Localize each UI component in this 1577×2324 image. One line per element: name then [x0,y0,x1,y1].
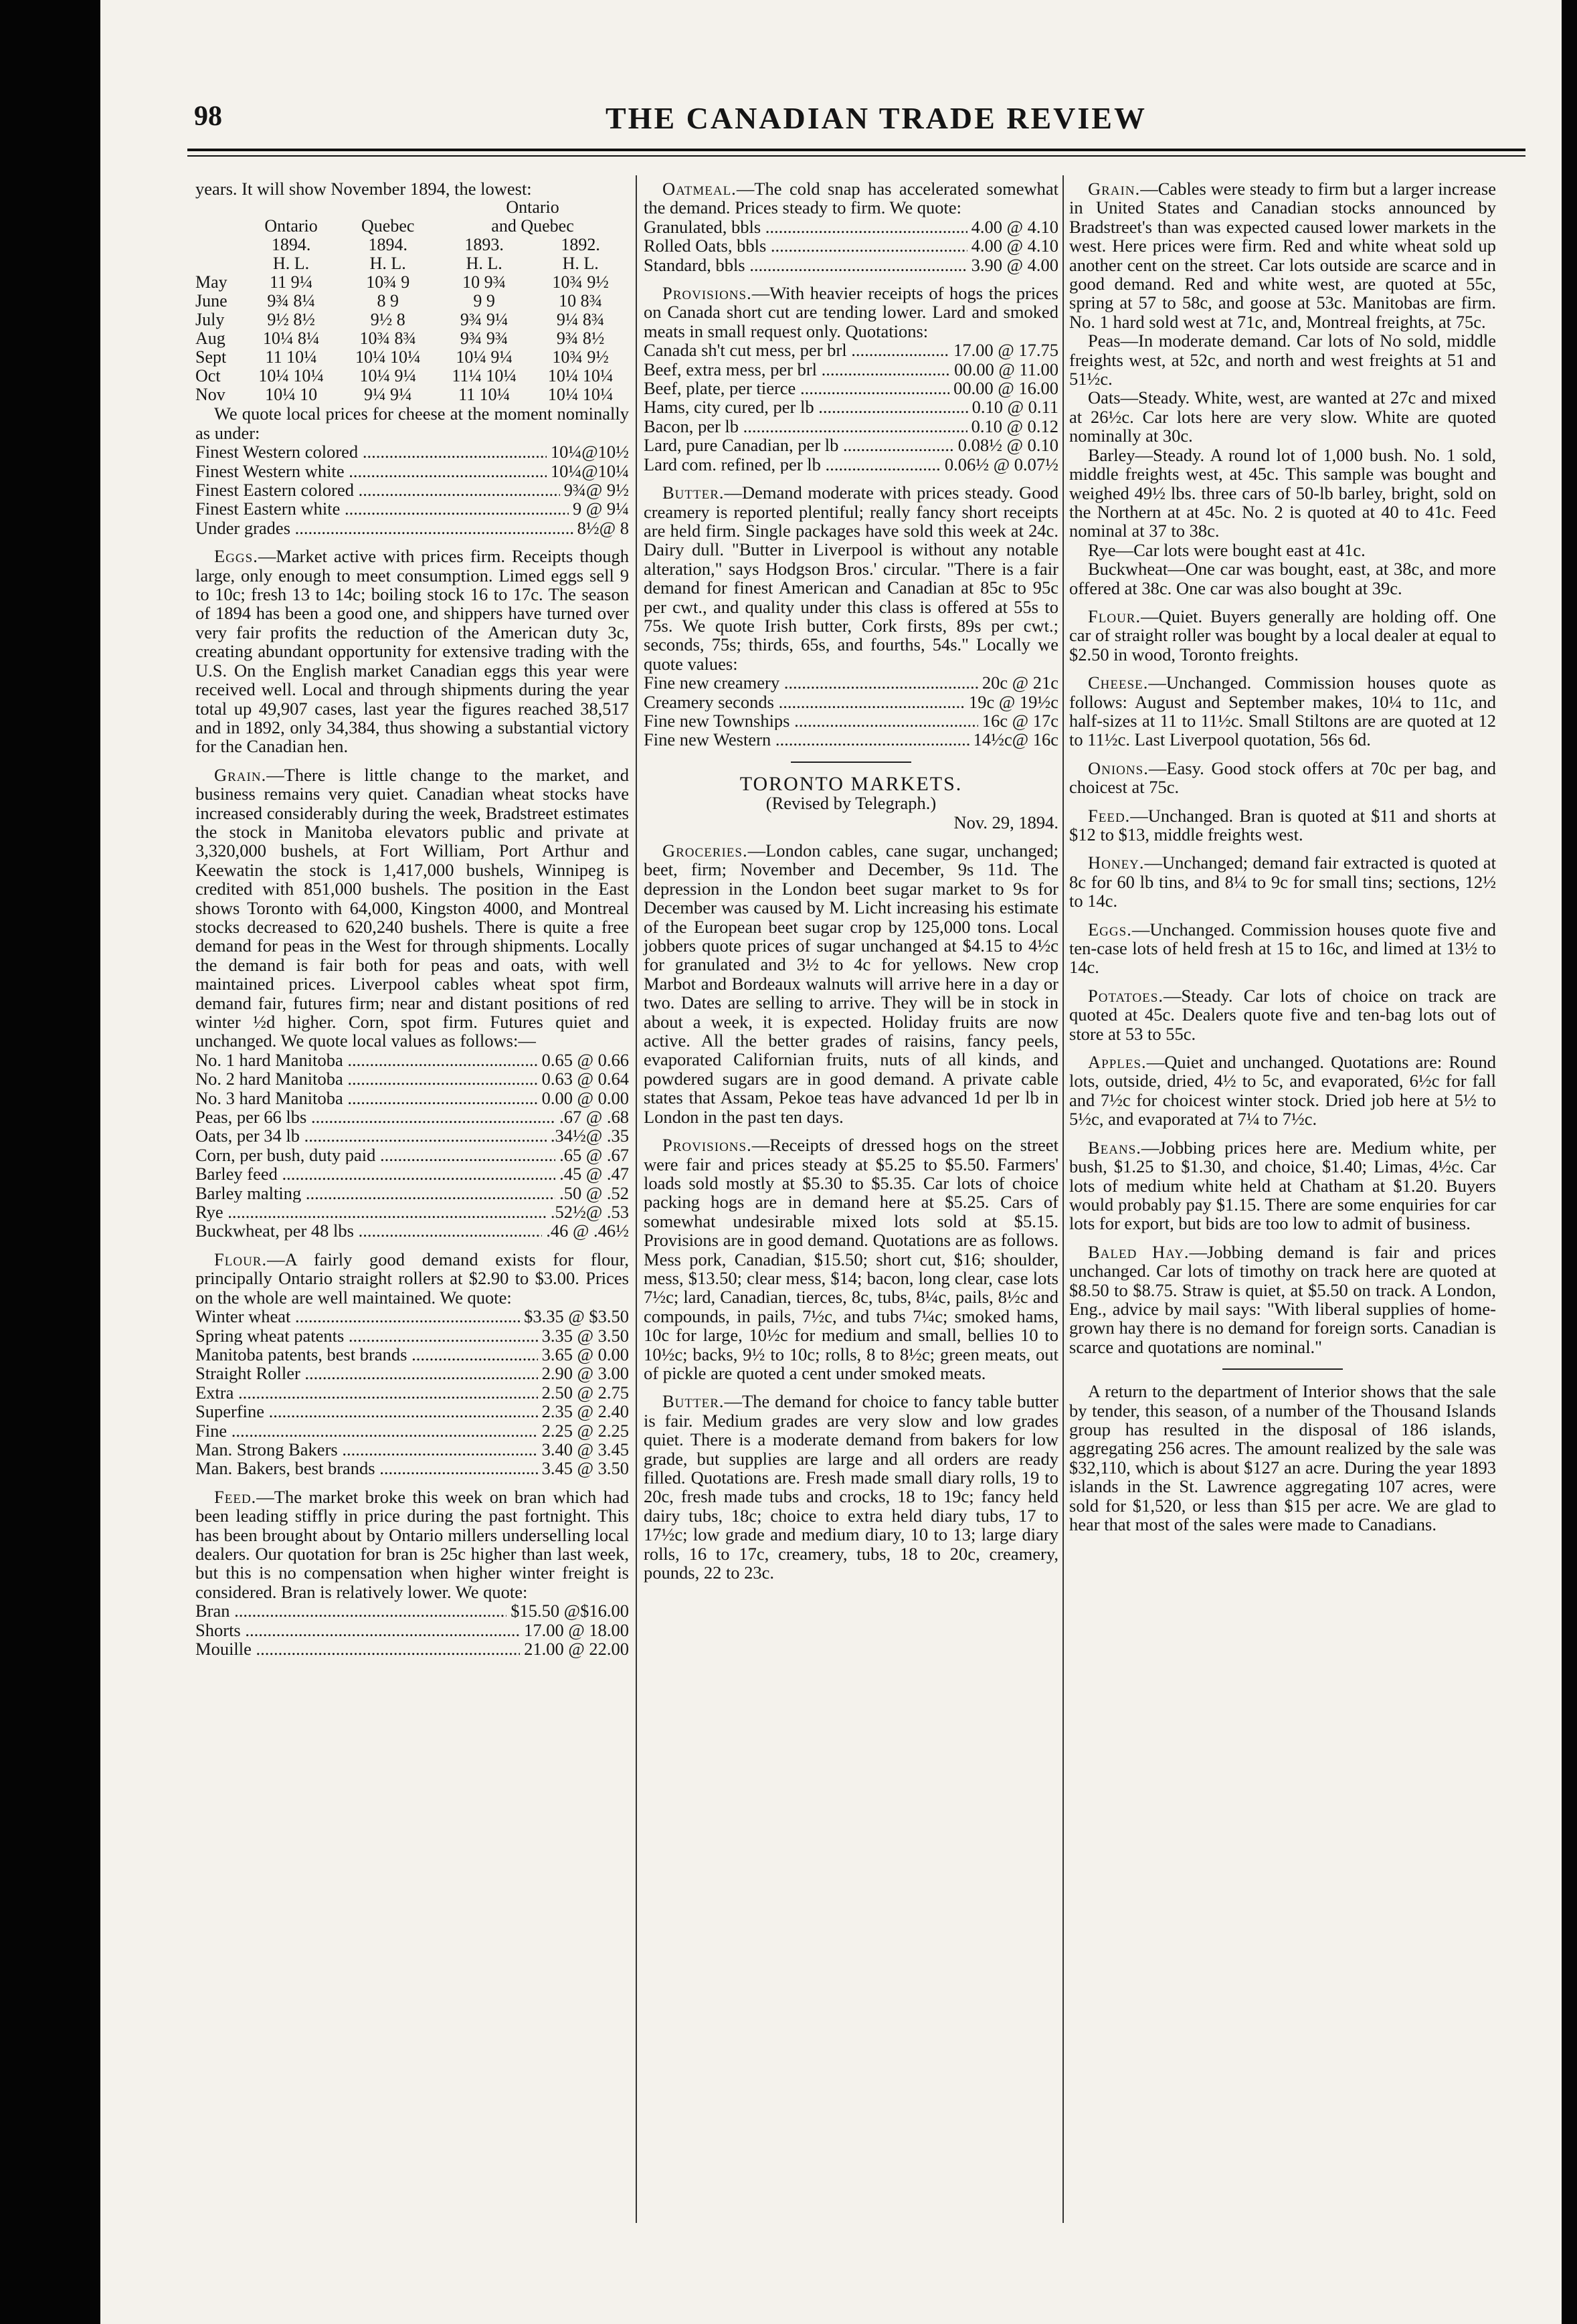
price-row: Rye ..... .52½@ .53 [195,1202,629,1221]
section-head: Eggs. [214,546,258,567]
section-cheese: Cheese.—Unchanged. Commission houses quote as follows: August and September makes, 10¼ to 11c, and half-sizes at 11 to 11½c. Small Stiltons are are quoted at 12 to 11½c. Last Liverpool quotation, 56s 6d. [1069,673,1496,750]
paragraph: years. It will show November 1894, the lowest: [195,179,532,199]
table-group-head: Ontario [506,197,559,217]
section-potatoes: Potatoes.—Steady. Car lots of choice on track are quoted at 45c. Dealers quote five and ten-bag lots out of store at 53 to 55c. [1069,985,1496,1044]
price-row: Spring wheat patents ..... 3.35 @ 3.50 [195,1326,629,1345]
price-row: Fine new creamery ..... 20c @ 21c [644,673,1058,692]
section-head: Groceries. [662,840,748,861]
price-list [195,1051,629,1241]
price-row: Lard, pure Canadian, per lb ..... 0.08½ @ 0.10 [644,436,1058,454]
section-head: Feed. [1088,805,1131,826]
price-row: No. 1 hard Manitoba ..... 0.65 @ 0.66 [195,1051,629,1069]
price-row: Fine new Townships ..... 16c @ 17c [644,711,1058,730]
section-head: Baled Hay. [1088,1241,1190,1262]
section-beans: Beans.—Jobbing prices here are. Medium white, per bush, $1.25 to $1.30, and choice, $1.40; Limas, 4½c. Car lots of medium white held at Chatham at $1.20. Buyers would probably pay $1.15. There are some enquiries for car lots for export, but bids are too low to admit of business. [1069,1137,1496,1234]
section-head: Feed. [214,1486,257,1507]
toronto-markets-subtitle: (Revised by Telegraph.) [765,793,937,814]
column-2 [644,179,1058,1582]
toronto-markets-date: Nov. 29, 1894. [953,812,1058,832]
section-divider [791,762,911,763]
header-rule-thin [187,155,1525,157]
price-row: Standard, bbls ..... 3.90 @ 4.00 [644,256,1058,274]
price-row: Lard com. refined, per lb ..... 0.06½ @ 0.07½ [644,455,1058,474]
section-divider [1222,1368,1343,1370]
section-head: Grain. [1088,179,1141,199]
section-grain: Grain.—Cables were steady to firm but a larger increase in United States and Canadian stocks announced by Bradstreet's than was expected caused lower markets in the west. Here prices were firm. Red and white wheat sold up another cent on the street. Car lots outside are scarce and in good demand. Red and white west, are quoted at 55c, spring at 57 to 58c, and goose at 53c. Manitobas are firm. No. 1 hard sold west at 71c, and, Montreal freights, at 75c. [1069,179,1496,332]
price-row: Straight Roller ..... 2.90 @ 3.00 [195,1364,629,1382]
section-head: Provisions. [662,1135,752,1156]
section-provisions: Provisions.—With heavier receipts of hogs the prices on Canada short cut are tending lower. Lard and smoked meats in small request only. Quotations: [644,283,1058,341]
paragraph: Barley—Steady. A round lot of 1,000 bush. No. 1 sold, middle freights west, at 45c. This sample was bought and weighed 49½ lbs. three cars of 50-lb barley, bright, sold on the Northern at at 45c. No. 2 is quoted at 40 to 41c. Feed nominal at 37 to 38c. [1069,444,1496,541]
table-row: Aug 10¼ 8¼ 10¾ 8¾ 9¾ 9¾ 9¾ 8½ [195,329,605,349]
price-row: Beef, plate, per tierce ..... 00.00 @ 16.00 [644,379,1058,397]
price-row: Man. Bakers, best brands ..... 3.45 @ 3.50 [195,1459,629,1478]
price-row: Extra ..... 2.50 @ 2.75 [195,1383,629,1402]
section-head: Apples. [1088,1052,1147,1073]
price-list [644,217,1058,274]
section-head: Potatoes. [1088,985,1164,1006]
price-row: Fine new Western ..... 14½c@ 16c [644,730,1058,749]
section-head: Butter. [662,482,725,503]
paragraph: Buckwheat—One car was bought, east, at 38c, and more offered at 38c. One car was also bought at 39c. [1069,559,1496,598]
price-row: No. 3 hard Manitoba ..... 0.00 @ 0.00 [195,1089,629,1107]
price-row: Beef, extra mess, per brl ..... 00.00 @ 11.00 [644,360,1058,379]
price-row: Barley feed ..... .45 @ .47 [195,1164,629,1183]
table-row: Oct 10¼ 10¼ 10¼ 9¼ 11¼ 10¼ 10¼ 10¼ [195,366,614,386]
section-baled-hay: Baled Hay.—Jobbing demand is fair and prices unchanged. Car lots of timothy on track here are quoted at $8.50 to $8.75. Straw is quiet, at $5.50 on track. A London, Eng., advice by mail says: "With liberal supplies of home-grown hay there is no demand for foreign sorts. Canadian is scarce and quotations are nominal." [1069,1241,1497,1357]
paragraph: Oats—Steady. White, west, are wanted at 27c and mixed at 26½c. Car lots here are very slow. White are quoted nominally at 30c. [1069,387,1496,446]
price-row: Winter wheat ..... $3.35 @ $3.50 [195,1307,629,1326]
section-flour: Flour.—Quiet. Buyers generally are holding off. One car of straight roller was bought by a local dealer at equal to $2.50 in wood, Toronto freights. [1069,606,1496,664]
price-row: Finest Eastern colored ..... 9¾@ 9½ [195,480,629,499]
price-row: Superfine ..... 2.35 @ 2.40 [195,1402,629,1421]
paragraph: Peas—In moderate demand. Car lots of No sold, middle freights west, at 52c, and north and west freights at 51 and 51½c. [1069,331,1496,389]
section-head: Onions. [1088,757,1149,778]
price-row: Rolled Oats, bbls ..... 4.00 @ 4.10 [644,236,1058,255]
table-row: June 9¾ 8¼ 8 9 9 9 10 8¾ [195,291,603,311]
price-row: Fine ..... 2.25 @ 2.25 [195,1421,629,1440]
table-row: May 11 9¼ 10¾ 9 10 9¾ 10¾ 9½ [195,272,609,292]
scan-right-border [1562,0,1577,2324]
price-list [644,673,1058,749]
column-3 [1069,179,1496,1534]
price-list [644,341,1058,474]
price-row: Peas, per 66 lbs ..... .67 @ .68 [195,1107,629,1126]
column-divider [636,175,637,2223]
section-head: Provisions. [662,283,752,304]
price-row: Shorts ..... 17.00 @ 18.00 [195,1621,629,1639]
cheese-price-table [195,198,629,404]
section-head: Grain. [214,764,267,785]
paragraph-thousand-islands: A return to the department of Interior shows that the sale by tender, this season, of a number of the Thousand Islands group has resulted in the disposal of 186 islands, aggregating 256 acres. The amount realized by the sale was $32,110, which is about $127 an acre. During the year 1893 islands in the St. Lawrence aggregating 107 acres, were sold for $1,520, or less than $15 per acre. We are glad to hear that most of the sales were made to Canadians. [1069,1381,1496,1534]
price-row: Bran ..... $15.50 @$16.00 [195,1601,629,1620]
masthead-title: THE CANADIAN TRADE REVIEW [606,101,1147,135]
section-head: Honey. [1088,853,1145,873]
section-butter: Butter.—Demand moderate with prices steady. Good creamery is reported plentiful; really fancy short receipts are held firm. Single packages have sold this week at 24c. Dairy dull. "Butter in Liverpool is without any notable alteration," says Hodgson Bros.' circular. "There is a fair demand for finest American and Canadian at 85c to 95c per cwt., and quality under this class is offered at 55s to 75s. We quote Irish butter, Cork firsts, 89s per cwt.; seconds, 75s; thirds, 65s, and fourths, 54s." Locally we quote values: [644,482,1058,674]
table-row: Sept 11 10¼ 10¼ 10¼ 10¼ 9¼ 10¾ 9½ [195,347,609,367]
table-row: Nov 10¼ 10 9¼ 9¼ 11 10¼ 10¼ 10¼ [195,385,614,405]
price-row: Oats, per 34 lb ..... .34½@ .35 [195,1126,629,1145]
section-toronto-butter: Butter.—The demand for choice to fancy table butter is fair. Medium grades are very slow and low grades quiet. There is a moderate demand from bakers for low grade, but supplies are large and all orders are ready filled. Quotations are. Fresh made small diary rolls, 19 to 20c, fresh made tubs and crocks, 18 to 19c; fancy held dairy tubs, 18c; choice to extra held diary tubs, 17 to 17½c; low grade and medium diary, 10 to 13; large diary rolls, 16 to 17c, creamery, tubs, 18 to 20c, creamery, pounds, 22 to 23c. [644,1391,1058,1583]
section-head: Flour. [214,1249,268,1269]
price-row: Granulated, bbls ..... 4.00 @ 4.10 [644,217,1058,236]
section-head: Eggs. [1088,919,1132,940]
price-list [195,442,629,537]
section-oatmeal: Oatmeal.—The cold snap has accelerated somewhat the demand. Prices steady to firm. We quote: [644,179,1058,218]
price-row: Man. Strong Bakers ..... 3.40 @ 3.45 [195,1440,629,1459]
price-row: Hams, city cured, per lb ..... 0.10 @ 0.11 [644,397,1058,416]
price-list [195,1307,629,1478]
price-row: Mouille ..... 21.00 @ 22.00 [195,1639,629,1658]
price-row: Finest Western white ..... 10¼@10¼ [195,462,629,480]
price-row: Creamery seconds ..... 19c @ 19½c [644,693,1058,711]
section-apples: Apples.—Quiet and unchanged. Quotations are: Round lots, outside, dried, 4½ to 5c, and evaporated, 6½c for fall and 7½c for choicest winter stock. Dried job here at 5½ to 5½c, and evaporated at 7¼ to 7½c. [1069,1052,1496,1130]
price-list [195,1601,629,1658]
price-row: Finest Western colored ..... 10¼@10½ [195,442,629,461]
price-row: Barley malting ..... .50 @ .52 [195,1184,629,1202]
header-rule [187,149,1525,151]
section-head: Oatmeal. [662,179,737,199]
column-1 [195,179,629,1658]
price-row: Manitoba patents, best brands ..... 3.65 @ 0.00 [195,1345,629,1364]
price-row: Bacon, per lb ..... 0.10 @ 0.12 [644,417,1058,436]
paragraph: We quote local prices for cheese at the moment nominally as under: [195,404,629,443]
page-number: 98 [194,101,222,132]
section-toronto-provisions: Provisions.—Receipts of dressed hogs on the street were fair and prices steady at $5.25 to $5.50. Farmers' loads sold mostly at $5.30 to $5.35. Car lots of choice packing hogs are in demand here at $5.25. Cars of somewhat undesirable mixed lots sold at $5.15. Provisions are in good demand. Quotations are as follows. Mess pork, Canadian, $15.50; short cut, $16; shoulder, mess, $13.50; clear mess, $14; bacon, long clear, case lots 7½c; lard, Canadian, tierces, 8c, tubs, 8¼c, pails, 8½c and compounds, in pails, 7½c, and tubs 7¼c; smoked hams, 10c for large, 10½c for medium and small, bellies 10 to 10½c; backs, 9½ to 10c; rolls, 8 to 8½c; green meats, out of pickle are quoted a cent under smoked meats. [644,1135,1058,1383]
section-head: Cheese. [1088,673,1149,693]
price-row: No. 2 hard Manitoba ..... 0.63 @ 0.64 [195,1069,629,1088]
price-row: Under grades ..... 8½@ 8 [195,519,629,537]
paragraph: Rye—Car lots were bought east at 41c. [1088,539,1366,560]
scan-left-border [0,0,100,2324]
table-row: July 9½ 8½ 9½ 8 9¾ 9¼ 9¼ 8¾ [195,310,605,330]
section-eggs: Eggs.—Unchanged. Commission houses quote five and ten-case lots of held fresh at 15 to 16c, and limed at 13½ to 14c. [1069,919,1496,978]
section-honey: Honey.—Unchanged; demand fair extracted is quoted at 8c for 60 lb tins, and 8¼ to 9c for small tins; sections, 12½ to 14c. [1069,853,1496,911]
section-eggs: Eggs.—Market active with prices firm. Receipts though large, only enough to meet consumption. Limed eggs sell 9 to 10c; fresh 13 to 14c; boiling stock 16 to 17c. The season of 1894 has been a good one, and shippers have turned over very fair profits the reduction of the American duty 3c, creating abundant opportunity for extensive trading with the U.S. On the English market Canadian eggs this year were received well. Local and through shipments during the year total up 49,907 cases, last year the figures reached 38,517 and in 1892, only 34,384, thus showing a substantial victory for the Canadian hen. [195,546,629,757]
section-groceries: Groceries.—London cables, cane sugar, unchanged; beet, firm; November and December, 9s 11d. The depression in the London beet sugar market to 9s for December was caused by M. Licht increasing his estimate of the European beet sugar crop by 125,000 tons. Local jobbers quote prices of sugar unchanged at $4.15 to 4½c for granulated and 3½ to 4c for yellows. New crop Marbot and Bordeaux walnuts will arrive here in a day or two. Dates are selling to arrive. They will be in stock in about a week, it is expected. Holiday fruits are now active. All the better grades of raisins, fancy peels, evaporated Californian fruits, nuts of all kinds, and powdered sugars are in good demand. A private cable states that Assam, Pekoe teas have advanced 1d per lb in London in the past ten days. [644,840,1058,1127]
section-flour: Flour.—A fairly good demand exists for flour, principally Ontario straight rollers at $2.90 to $3.00. Prices on the whole are well maintained. We quote: [195,1249,629,1308]
table-header-row: Ontario Quebec and Quebec [264,216,574,236]
price-row: Finest Eastern white ..... 9 @ 9¼ [195,499,629,518]
table-header-row: H. L. H. L. H. L. H. L. [272,254,599,274]
price-row: Corn, per bush, duty paid ..... .65 @ .67 [195,1146,629,1164]
column-divider [1062,175,1064,2223]
price-row: Canada sh't cut mess, per brl ..... 17.00 @ 17.75 [644,341,1058,359]
price-row: Buckwheat, per 48 lbs ..... .46 @ .46½ [195,1221,629,1240]
section-head: Butter. [662,1391,725,1412]
section-head: Beans. [1088,1137,1141,1158]
toronto-markets-title: TORONTO MARKETS. [739,772,963,795]
section-feed: Feed.—Unchanged. Bran is quoted at $11 and shorts at $12 to $13, middle freights west. [1069,805,1496,844]
section-head: Flour. [1088,606,1141,626]
table-header-row: 1894. 1894. 1893. 1892. [271,235,600,255]
section-feed: Feed.—The market broke this week on bran which had been leading stiffly in price during the past fortnight. This has been brought about by Ontario millers underselling local dealers. Our quotation for bran is 25c higher than last week, but this is no compensation when higher winter freight is considered. Bran is relatively lower. We quote: [195,1486,629,1602]
section-grain: Grain.—There is little change to the market, and business remains very quiet. Canadian wheat stocks have increased considerably during the week, Bradstreet estimates the stock in Manitoba elevators public and private at 3,320,000 bushels, at Fort William, Port Arthur and Keewatin the stock is 1,417,000 bushels, Winnipeg is credited with 851,000 bushels. The position in the East shows Toronto with 64,000, Kingston 4000, and Montreal stocks decreased to 620,240 bushels. There is quite a free demand for peas in the West for through shipments. Locally the demand is fair both for peas and oats, with well maintained prices. Liverpool cables wheat spot firm, demand fair, futures firm; near and distant positions of red winter ½d higher. Corn, spot firm. Futures quiet and unchanged. We quote local values as follows:— [195,764,629,1051]
page-header [194,100,1519,141]
section-onions: Onions.—Easy. Good stock offers at 70c per bag, and choicest at 75c. [1069,757,1496,798]
